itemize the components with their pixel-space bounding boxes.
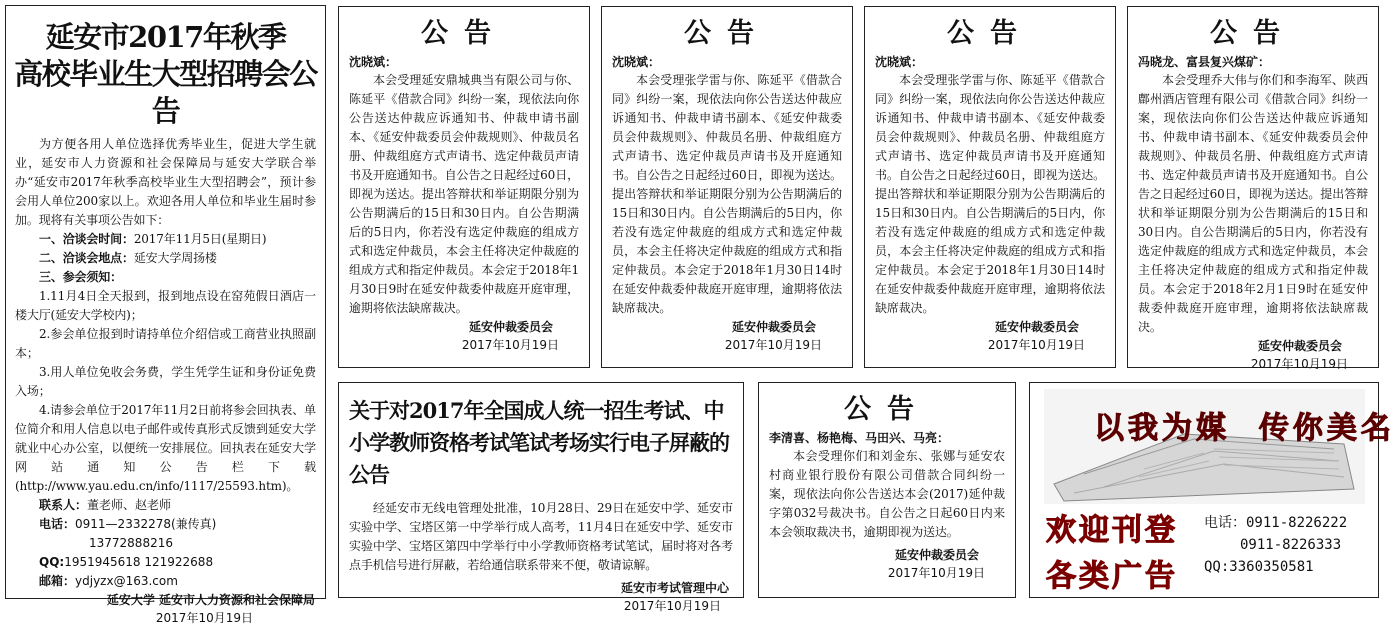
notice-4-title: 公告	[1210, 18, 1296, 49]
notice-1-addressee: 沈晓斌：	[349, 55, 398, 69]
notice-2-sign: 延安仲裁委员会	[731, 320, 816, 334]
notice-2	[601, 6, 853, 368]
notice-2-body: 本会受理张学雷与你、陈延平《借款合同》纠纷一案，现依法向你公告送达仲裁应诉通知书、仲裁申请书副本、《延安仲裁委员会仲裁规则》、仲裁员名册、仲裁组庭方式声请书、选定仲裁员声请书及开庭通知书。自公告之日起经过60日，即视为送达。提出答辩状和举证期限分别为公告期满后的15日和30日内。自公告期满后的5日内，你若没有选定仲裁庭的组成方式和选定仲裁员，本会主任将决定仲裁庭的组成方式和指定仲裁员。本会定于2018年1月30日14时在延安仲裁委仲裁庭开庭审理，逾期将依法缺席裁决。	[612, 73, 842, 315]
shield-notice	[338, 382, 744, 613]
notice-4-body: 本会受理乔大伟与你们和李海军、陕西鄜州酒店管理有限公司《借款合同》纠纷一案，现依法向你们公告送达仲裁应诉通知书、仲裁申请书副本、《延安仲裁委员会仲裁规则》、仲裁员名册、仲裁组庭方式声请书、选定仲裁员声请书及开庭通知书。自公告之日起经过60日，即视为送达。提出答辩状和举证期限分别为公告期满后的15日和30日内。自公告期满后的5日内，你若没有选定仲裁庭的组成方式和选定仲裁员，本会主任将决定仲裁庭的组成方式和指定仲裁员。本会定于2018年2月1日9时在延安仲裁委仲裁庭开庭审理，逾期将依法缺席裁决。	[1138, 73, 1368, 334]
notice-5	[758, 382, 1016, 598]
shield-sign: 延安市考试管理中心	[620, 581, 729, 595]
ad-welcome: 欢迎刊登	[1046, 513, 1178, 548]
recruit-item-place: 二、洽谈会地点：延安大学周扬楼	[39, 251, 217, 265]
notice-1	[338, 6, 590, 368]
shield-title: 关于对2017年全国成人统一招生考试、中小学教师资格考试笔试考场实行电子屏蔽的公告	[349, 398, 729, 487]
recruit-intro: 为方便各用人单位选择优秀毕业生，促进大学生就业，延安市人力资源和社会保障局与延安大学联合举办“延安市2017年秋季高校毕业生大型招聘会”，预计参会用人单位200家以上。欢迎各用人单位和毕业生届时参加。现将有关事项公告如下：	[15, 137, 316, 227]
recruit-date: 2017年10月19日	[155, 611, 253, 625]
ad-box	[1029, 382, 1395, 598]
notice-1-title: 公告	[421, 18, 507, 49]
recruit-title: 延安市2017年秋季 高校毕业生大型招聘会公告	[14, 20, 317, 128]
notice-3-sign: 延安仲裁委员会	[994, 320, 1079, 334]
notice-5-addressee: 李清喜、杨艳梅、马田兴、马亮：	[769, 431, 950, 445]
recruit-note-2: 2.参会单位报到时请持单位介绍信或工商营业执照副本；	[15, 327, 316, 360]
notice-5-title: 公告	[844, 394, 930, 425]
recruit-qq: QQ:1951945618 121922688	[39, 555, 214, 569]
notice-3-body: 本会受理张学雷与你、陈延平《借款合同》纠纷一案，现依法向你公告送达仲裁应诉通知书、仲裁申请书副本、《延安仲裁委员会仲裁规则》、仲裁员名册、仲裁组庭方式声请书、选定仲裁员声请书及开庭通知书。自公告之日起经过60日，即视为送达。提出答辩状和举证期限分别为公告期满后的15日和30日内。自公告期满后的5日内，你若没有选定仲裁庭的组成方式和选定仲裁员，本会主任将决定仲裁庭的组成方式和指定仲裁员。本会定于2018年1月30日14时在延安仲裁委仲裁庭开庭审理，逾期将依法缺席裁决。	[875, 73, 1105, 315]
ad-qq: QQ:3360350581	[1204, 559, 1314, 575]
recruit-note-4: 4.请参会单位于2017年11月2日前将参会回执表、单位简介和用人信息以电子邮件或传真形式反馈到延安大学就业中心办公室，以便统一安排展位。回执表在延安大学网站通知公告栏下载(http://www.yau.edu.cn/info/1117/25593.htm)。	[15, 403, 316, 493]
ad-phone-2: 0911-8226333	[1240, 537, 1342, 553]
notice-4-addressee: 冯晓龙、富县复兴煤矿：	[1138, 55, 1271, 69]
recruit-phone: 电话：0911—2332278(兼传真)	[39, 517, 217, 531]
ad-phone-1: 电话：0911-8226222	[1204, 515, 1348, 531]
notice-5-date: 2017年10月19日	[887, 566, 985, 580]
recruit-note-1: 1.11月4日全天报到，报到地点设在窑苑假日酒店一楼大厅(延安大学校内)；	[15, 289, 316, 322]
recruit-item-notes: 三、参会须知：	[39, 270, 122, 284]
notice-4-sign: 延安仲裁委员会	[1257, 339, 1342, 353]
notice-5-body: 本会受理你们和刘金东、张娜与延安农村商业银行股份有限公司借款合同纠纷一案，现依法向你公告送达本会(2017)延仲裁字第032号裁决书。自公告之日起60日内来本会领取裁决书，逾期即视为送达。	[769, 449, 1005, 539]
shield-date: 2017年10月19日	[623, 599, 721, 613]
recruit-phone-2: 13772888216	[89, 536, 173, 550]
notice-2-title: 公告	[684, 18, 770, 49]
notice-5-sign: 延安仲裁委员会	[894, 548, 979, 562]
notice-1-sign: 延安仲裁委员会	[468, 320, 553, 334]
recruit-note-3: 3.用人单位免收会务费，学生凭学生证和身份证免费入场；	[15, 365, 316, 398]
notice-2-date: 2017年10月19日	[724, 338, 822, 352]
ad-banner	[1044, 389, 1395, 504]
recruit-item-time: 一、洽谈会时间：2017年11月5日(星期日)	[39, 232, 267, 246]
recruit-sign: 延安大学 延安市人力资源和社会保障局	[106, 593, 315, 607]
notice-1-body: 本会受理延安鼎城典当有限公司与你、陈延平《借款合同》纠纷一案，现依法向你公告送达仲裁应诉通知书、仲裁申请书副本、《延安仲裁委员会仲裁规则》、仲裁员名册、仲裁组庭方式声请书、选定仲裁员声请书及开庭通知书。自公告之日起经过60日，即视为送达。提出答辩状和举证期限分别为公告期满后的15日和30日内。自公告期满后的5日内，你若没有选定仲裁庭的组成方式和选定仲裁员，本会主任将决定仲裁庭的组成方式和指定仲裁员。本会定于2018年1月30日9时在延安仲裁委仲裁庭开庭审理，逾期将依法缺席裁决。	[349, 73, 579, 315]
notice-3-title: 公告	[947, 18, 1033, 49]
recruit-email: 邮箱：ydjyzx@163.com	[39, 574, 178, 588]
notice-4-date: 2017年10月19日	[1250, 357, 1348, 371]
notice-1-date: 2017年10月19日	[461, 338, 559, 352]
notice-4	[1127, 6, 1379, 371]
ad-types: 各类广告	[1046, 559, 1178, 594]
notice-2-addressee: 沈晓斌：	[612, 55, 661, 69]
ad-slogan: 以我为媒 传你美名	[1094, 411, 1395, 446]
notice-3-date: 2017年10月19日	[987, 338, 1085, 352]
shield-body: 经延安市无线电管理处批准，10月28日、29日在延安中学、延安市实验中学、宝塔区第一中学举行成人高考，11月4日在延安中学、延安市实验中学、宝塔区第四中学举行中小学教师资格考试笔试，届时将对各考点手机信号进行屏蔽，若给通信联系带来不便，敬请谅解。	[349, 501, 733, 572]
recruit-contact: 联系人：董老师、赵老师	[39, 498, 172, 512]
recruit-notice	[5, 5, 326, 625]
notice-3	[864, 6, 1116, 368]
notice-3-addressee: 沈晓斌：	[875, 55, 924, 69]
